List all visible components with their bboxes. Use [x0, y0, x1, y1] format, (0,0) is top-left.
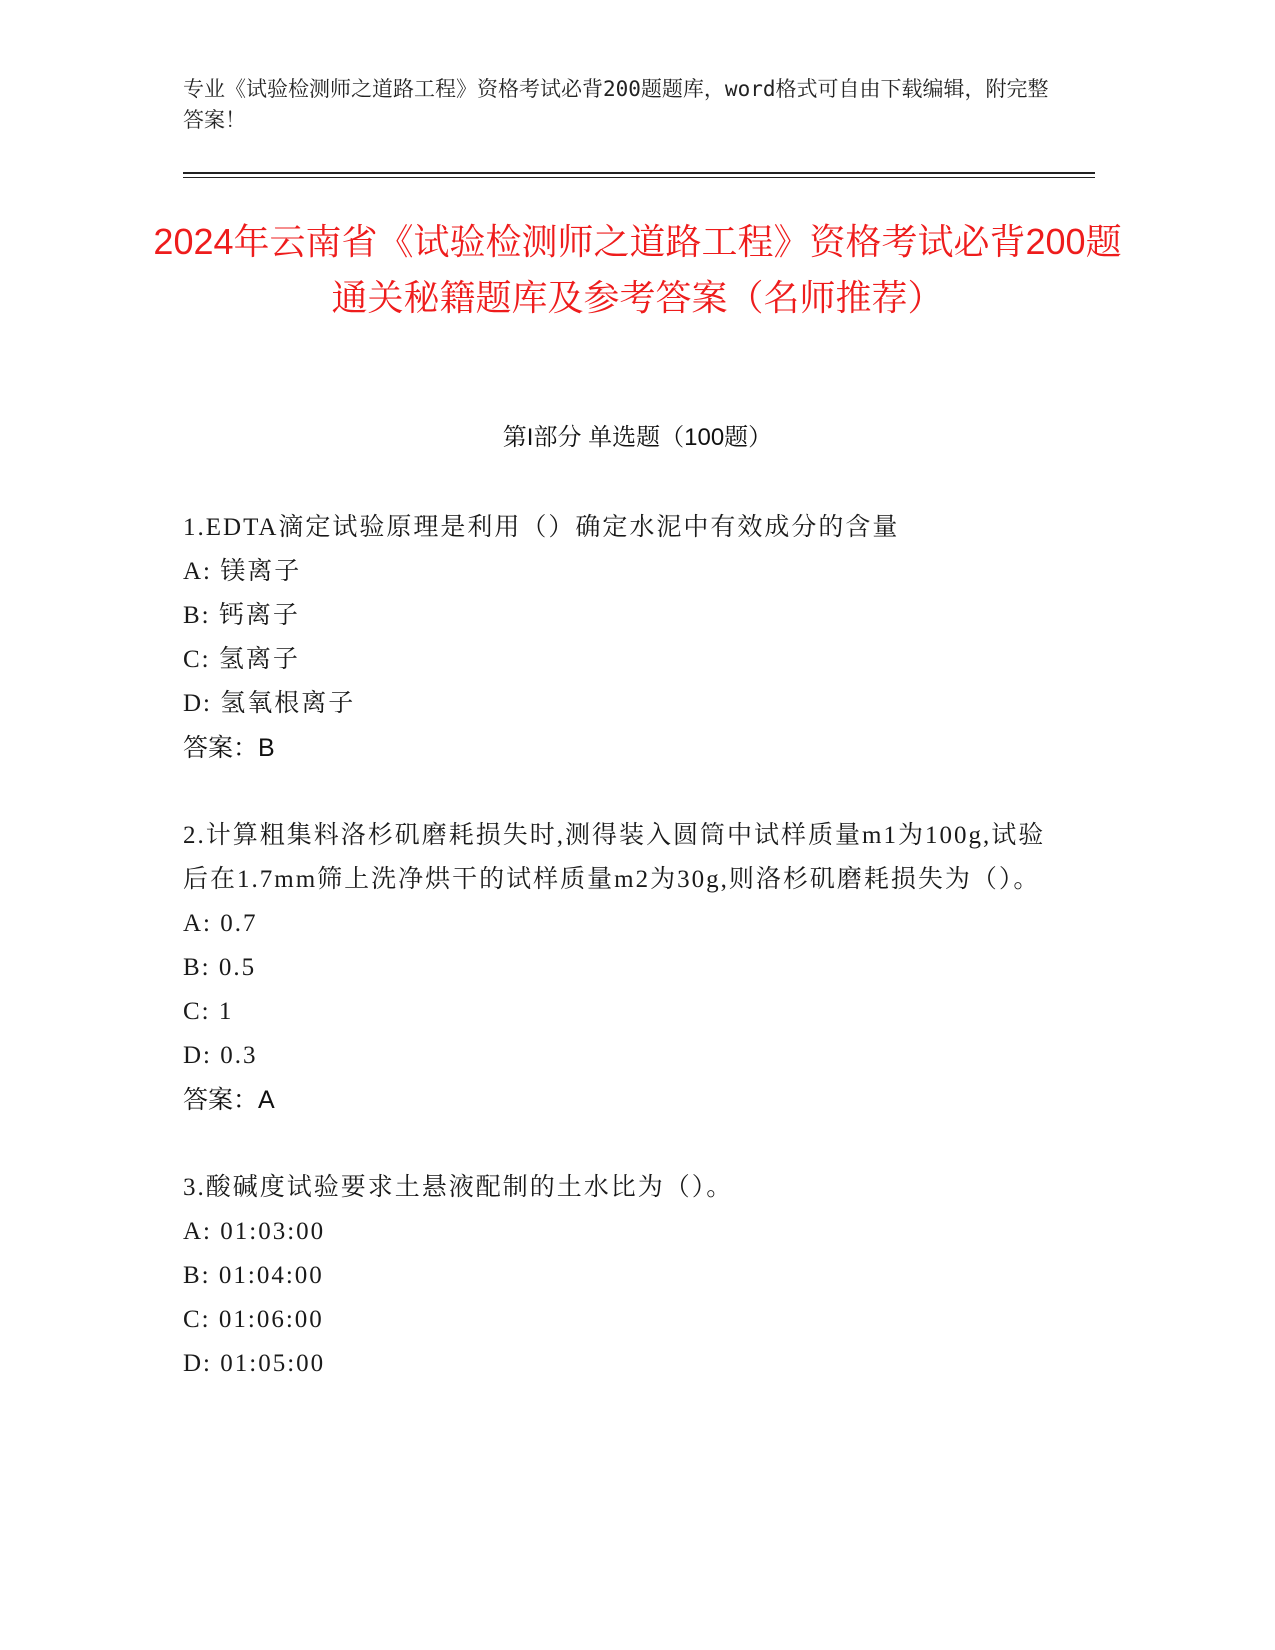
document-title: 2024年云南省《试验检测师之道路工程》资格考试必背200题通关秘籍题库及参考答案（名师推荐） [153, 221, 1122, 318]
option-d: D: 0.3 [183, 1042, 258, 1069]
question-item [183, 814, 1063, 1122]
question-item [183, 1166, 1063, 1386]
option-c: C: 氢离子 [183, 646, 300, 673]
header-rule-thin [183, 177, 1095, 178]
option-d: D: 01:05:00 [183, 1350, 326, 1377]
option-a: A: 0.7 [183, 910, 258, 937]
question-text: 3.酸碱度试验要求土悬液配制的土水比为（）。 [183, 1174, 734, 1201]
option-b: B: 钙离子 [183, 602, 300, 629]
option-b: B: 0.5 [183, 954, 257, 981]
option-c: C: 01:06:00 [183, 1306, 324, 1333]
header-note: 专业《试验检测师之道路工程》资格考试必背200题题库，word格式可自由下载编辑，附完整答案！ [183, 77, 1049, 132]
question-text: 2.计算粗集料洛杉矶磨耗损失时,测得装入圆筒中试样质量m1为100g,试验后在1.7mm筛上洗净烘干的试样质量m2为30g,则洛杉矶磨耗损失为（）。 [183, 822, 1046, 893]
option-b: B: 01:04:00 [183, 1262, 324, 1289]
section-heading: 第I部分 单选题（100题） [502, 424, 773, 451]
option-c: C: 1 [183, 998, 234, 1025]
answer-line: 答案：A [183, 1086, 275, 1114]
question-item [183, 506, 1063, 770]
question-list [183, 506, 1063, 1430]
option-d: D: 氢氧根离子 [183, 690, 356, 717]
option-a: A: 镁离子 [183, 558, 302, 585]
option-a: A: 01:03:00 [183, 1218, 326, 1245]
question-text: 1.EDTA滴定试验原理是利用（）确定水泥中有效成分的含量 [183, 514, 900, 541]
header-rule-thick [183, 172, 1095, 174]
answer-line: 答案：B [183, 734, 275, 762]
